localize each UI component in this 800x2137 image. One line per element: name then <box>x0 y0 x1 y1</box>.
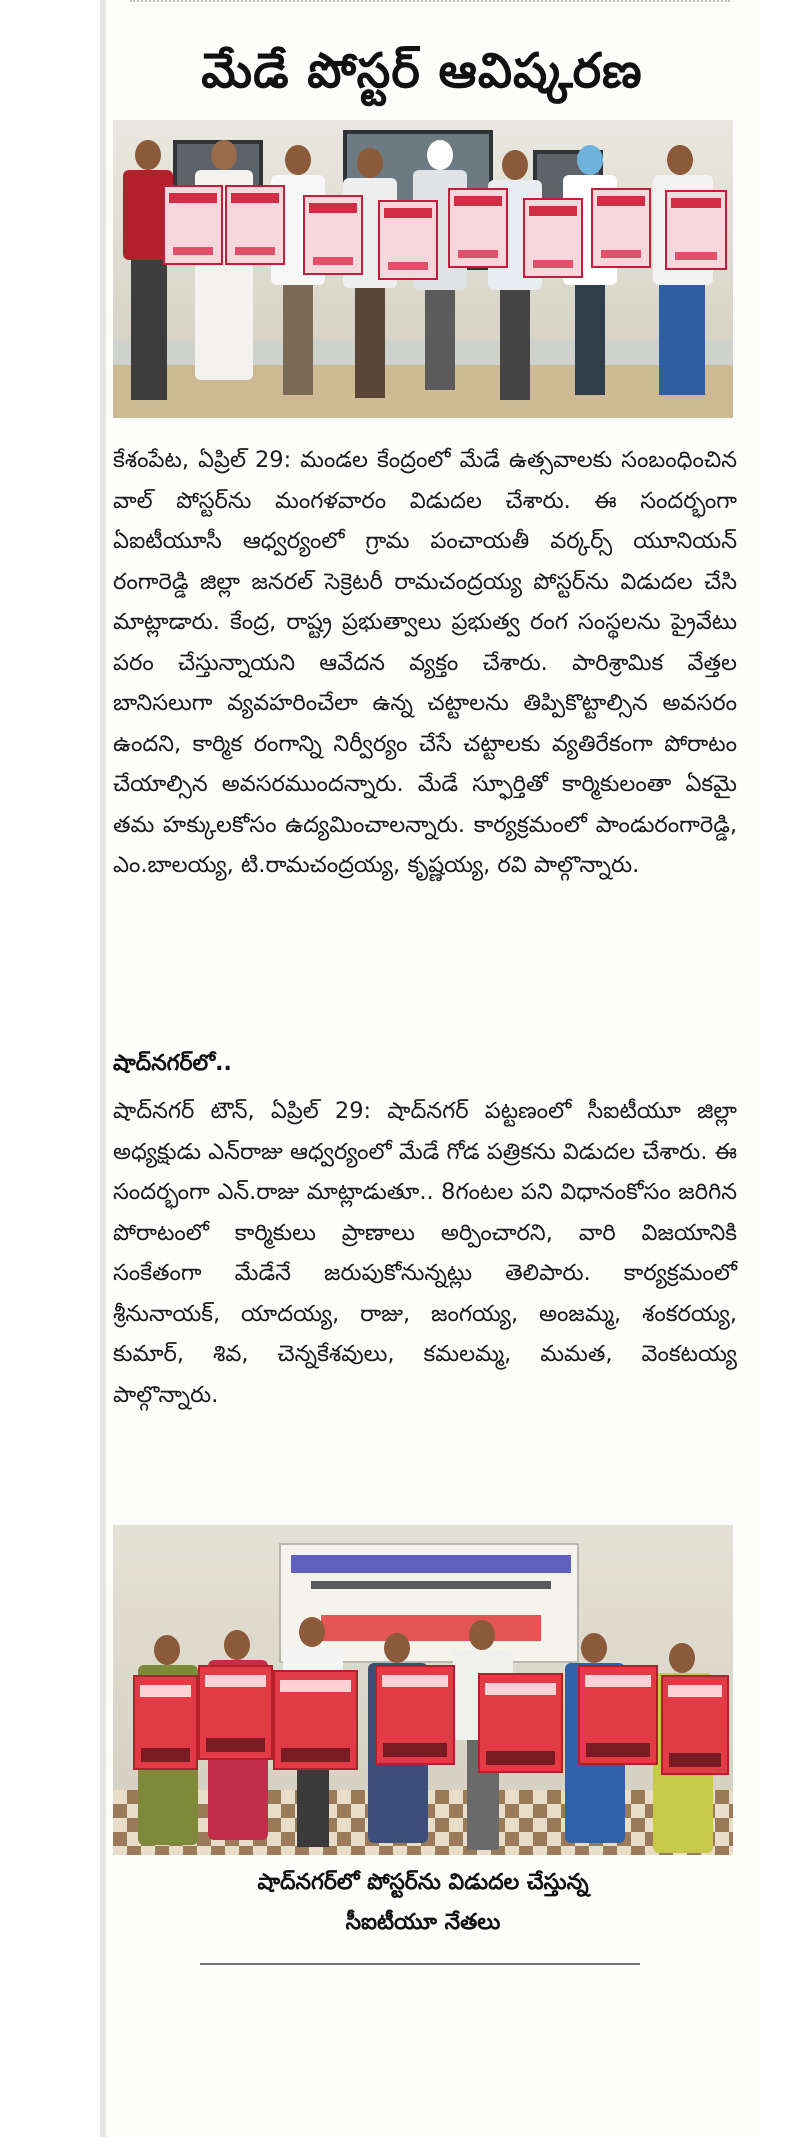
article-paragraph: షాద్‌నగర్ టౌన్, ఏప్రిల్ 29: షాద్‌నగర్ పట్టణంలో సీఐటీయూ జిల్లా అధ్యక్షుడు ఎన్‌రాజు ఆధ్వర్యంలో మేడే గోడ పత్రికను విడుదల చేశారు. ఈ సందర్భంగా ఎన్.రాజు మాట్లాడుతూ.. 8గంటల పని విధానంకోసం జరిగిన పోరాటంలో కార్మికులు ప్రాణాలు అర్పించారని, వారి విజయానికి సంకేతంగా మేడేనే జరుపుకోనున్నట్లు తెలిపారు. కార్యక్రమంలో శ్రీనునాయక్, యాదయ్య, రాజు, జంగయ్య, అంజమ్మ, శంకరయ్య, కుమార్, శివ, చెన్నకేశవులు, కమలమ్మ, మమత, వెంకటయ్య పాల్గొన్నారు. <box>113 1098 737 1408</box>
citu-poster <box>478 1673 563 1773</box>
end-rule <box>200 1963 640 1965</box>
headline: మేడే పోస్టర్ ఆవిష్కరణ <box>201 43 643 99</box>
wall-poster <box>665 190 727 270</box>
citu-poster <box>198 1665 273 1760</box>
citu-poster <box>133 1675 198 1770</box>
citu-poster <box>375 1665 455 1765</box>
top-dotted-rule <box>130 0 730 6</box>
wall-poster <box>378 200 438 280</box>
wall-poster <box>163 185 223 265</box>
article-subhead: షాద్‌నగర్‌లో.. <box>113 1051 232 1076</box>
wall-poster <box>303 195 363 275</box>
citu-poster <box>661 1675 729 1775</box>
wall-poster <box>591 188 651 268</box>
photo-caption-line2: సీఐటీయూ నేతలు <box>345 1910 501 1935</box>
clipping-left-edge <box>100 0 106 2137</box>
photo-caption-line1: షాద్‌నగర్‌లో పోస్టర్‌ను విడుదల చేస్తున్న <box>257 1870 589 1895</box>
wall-poster <box>225 185 285 265</box>
wall-poster <box>523 198 583 278</box>
article-paragraph: కేశంపేట, ఏప్రిల్ 29: మండల కేంద్రంలో మేడే ఉత్సవాలకు సంబంధించిన వాల్ పోస్టర్‌ను మంగళవారం విడుదల చేశారు. ఈ సందర్భంగా ఏఐటీయూసీ ఆధ్వర్యంలో గ్రామ పంచాయతీ వర్కర్స్ యూనియన్ రంగారెడ్డి జిల్లా జనరల్ సెక్రెటరీ రామచంద్రయ్య పోస్టర్‌ను విడుదల చేసి మాట్లాడారు. కేంద్ర, రాష్ట్ర ప్రభుత్వాలు ప్రభుత్వ రంగ సంస్థలను ప్రైవేటు పరం చేస్తున్నాయని ఆవేదన వ్యక్తం చేశారు. పారిశ్రామిక వేత్తల బానిసలుగా వ్యవహరించేలా ఉన్న చట్టాలను తిప్పికొట్టాల్సిన అవసరం ఉందని, కార్మిక రంగాన్ని నిర్వీర్యం చేసే చట్టాలకు వ్యతిరేకంగా పోరాటం చేయాల్సిన అవసరముందన్నారు. మేడే స్ఫూర్తితో కార్మికులంతా ఏకమై తమ హక్కులకోసం ఉద్యమించాలన్నారు. కార్యక్రమంలో పాండురంగారెడ్డి, ఎం.బాలయ్య, టి.రామచంద్రయ్య, కృష్ణయ్య, రవి పాల్గొన్నారు. <box>113 447 737 878</box>
citu-poster <box>273 1670 358 1770</box>
citu-poster <box>578 1665 658 1765</box>
photo-banner <box>279 1543 579 1663</box>
photo-citu-poster-release <box>113 1525 733 1855</box>
wall-poster <box>448 188 508 268</box>
photo-aituc-poster-release <box>113 120 733 418</box>
